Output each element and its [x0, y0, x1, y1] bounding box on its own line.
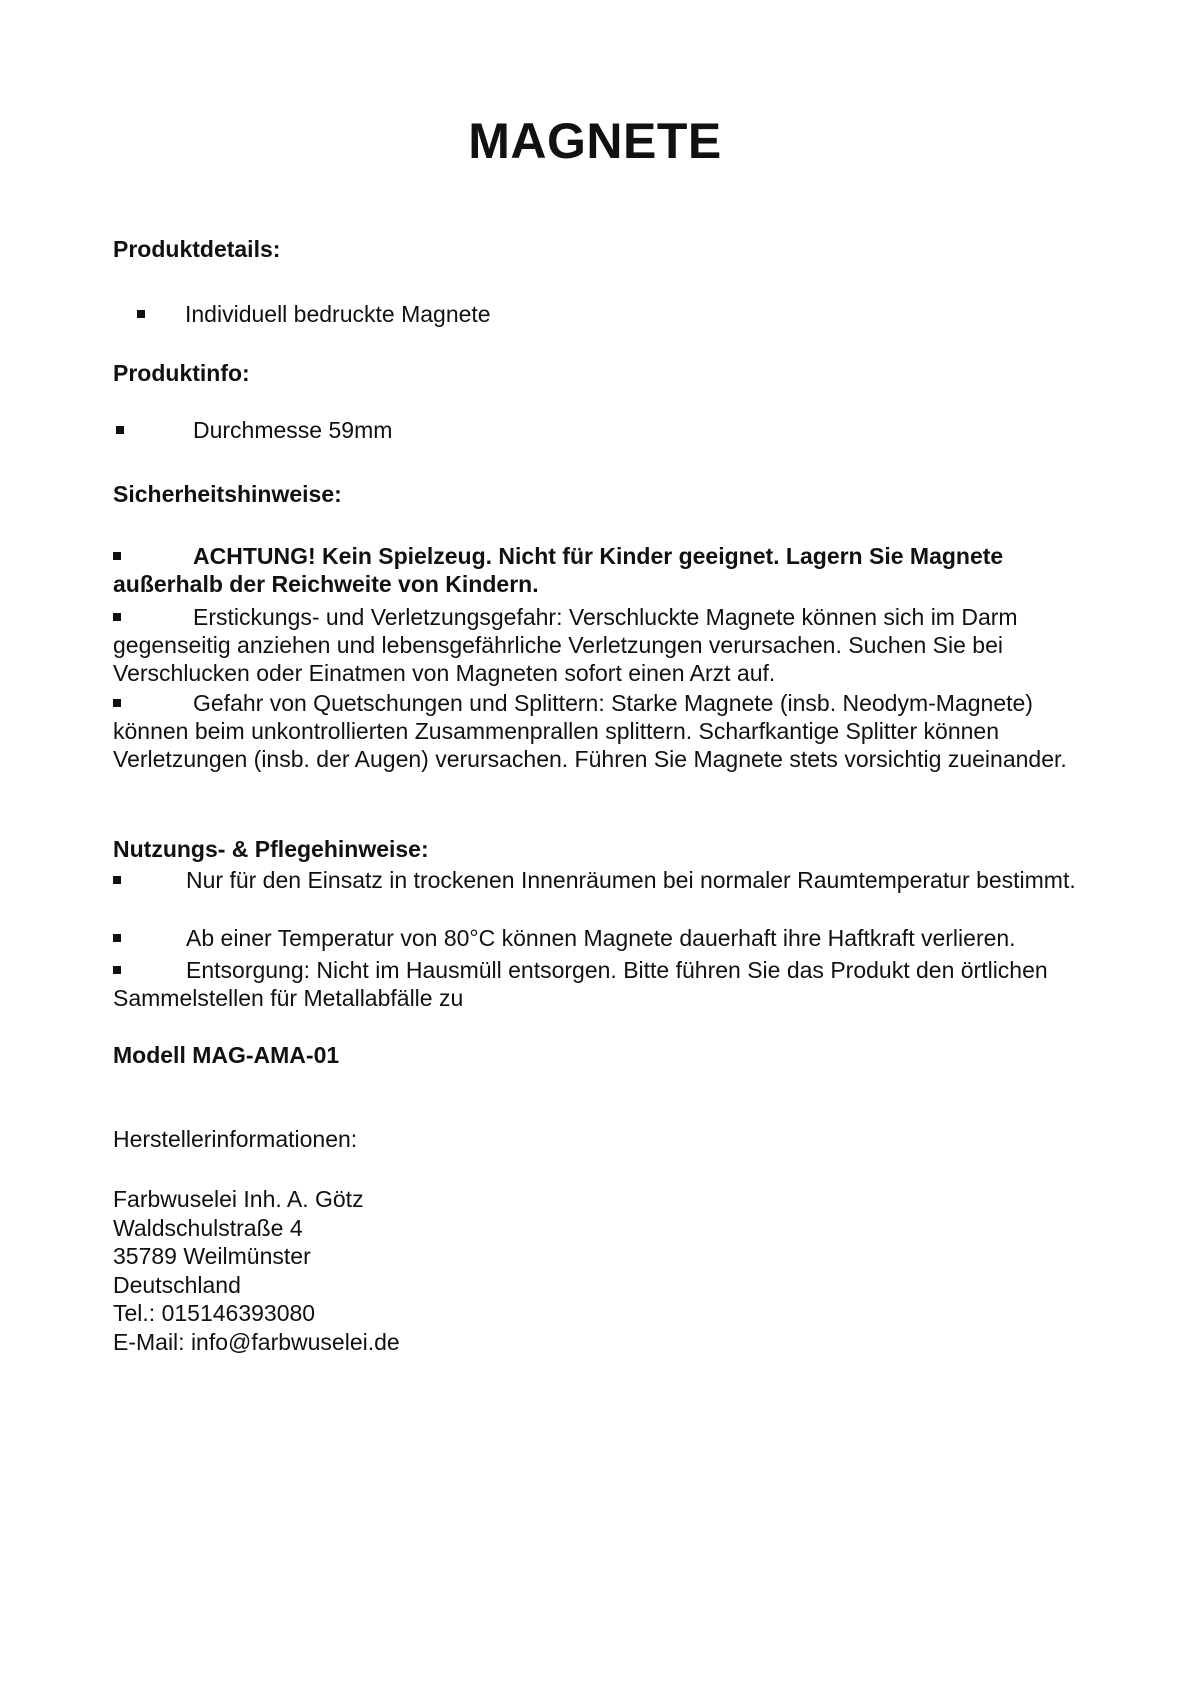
hersteller-street: Waldschulstraße 4: [113, 1214, 303, 1241]
bullet-square-icon: [113, 876, 121, 884]
sicherheit-item-quetschung: [113, 689, 1098, 773]
produktinfo-item-text: Durchmesse 59mm: [193, 417, 393, 443]
nutzung-heading: Nutzungs- & Pflegehinweise:: [113, 836, 429, 862]
hersteller-email: E-Mail: info@farbwuselei.de: [113, 1328, 400, 1355]
sicherheit-item-text: ACHTUNG! Kein Spielzeug. Nicht für Kinder geeignet. Lagern Sie Magnete außerhalb der Reichweite von Kindern.: [113, 543, 1004, 597]
bullet-square-icon: [113, 966, 121, 974]
hersteller-address: [113, 1185, 400, 1356]
produktinfo-item: [116, 416, 392, 444]
sicherheit-item-text: Gefahr von Quetschungen und Splittern: Starke Magnete (insb. Neodym-Magnete) können beim unkontrollierten Zusammenprallen splittern. Scharfkantige Splitter können Verletzungen (insb. der Augen) verursachen. Führen Sie Magnete stets vorsichtig zueinander.: [113, 690, 1067, 772]
produktinfo-heading: Produktinfo:: [113, 360, 250, 386]
modell-label: Modell MAG-AMA-01: [113, 1042, 340, 1068]
bullet-square-icon: [137, 310, 145, 318]
hersteller-label: Herstellerinformationen:: [113, 1126, 358, 1152]
hersteller-city: 35789 Weilmünster: [113, 1243, 311, 1269]
produktdetails-heading: Produktdetails:: [113, 236, 281, 262]
bullet-square-icon: [116, 426, 124, 434]
bullet-square-icon: [113, 699, 121, 707]
sicherheit-item-text: Erstickungs- und Verletzungsgefahr: Verschluckte Magnete können sich im Darm gegenseitig anziehen und lebensgefährliche Verletzungen verursachen. Suchen Sie bei Verschlucken oder Einatmen von Magneten sofort einen Arzt auf.: [113, 604, 1018, 686]
sicherheit-item-erstickung: [113, 603, 1098, 687]
produktdetails-item-text: Individuell bedruckte Magnete: [185, 301, 491, 327]
hersteller-name: Farbwuselei Inh. A. Götz: [113, 1186, 364, 1212]
bullet-square-icon: [113, 934, 121, 942]
nutzung-item-text: Ab einer Temperatur von 80°C können Magnete dauerhaft ihre Haftkraft verlieren.: [186, 925, 1016, 951]
hersteller-phone: Tel.: 015146393080: [113, 1300, 316, 1326]
nutzung-item-text: Entsorgung: Nicht im Hausmüll entsorgen. Bitte führen Sie das Produkt den örtlichen Sammelstellen für Metallabfälle zu: [113, 957, 1048, 1011]
page-title: MAGNETE: [468, 113, 722, 169]
nutzung-item-temperatur: [113, 924, 1098, 952]
sicherheit-heading: Sicherheitshinweise:: [113, 481, 342, 507]
produktdetails-item: [137, 300, 491, 328]
nutzung-item-text: Nur für den Einsatz in trockenen Innenräumen bei normaler Raumtemperatur bestimmt.: [186, 867, 1076, 893]
sicherheit-item-achtung: [113, 542, 1098, 598]
nutzung-item-innenraum: [113, 866, 1098, 894]
bullet-square-icon: [113, 552, 121, 560]
hersteller-country: Deutschland: [113, 1271, 241, 1298]
bullet-square-icon: [113, 613, 121, 621]
nutzung-item-entsorgung: [113, 956, 1098, 1012]
